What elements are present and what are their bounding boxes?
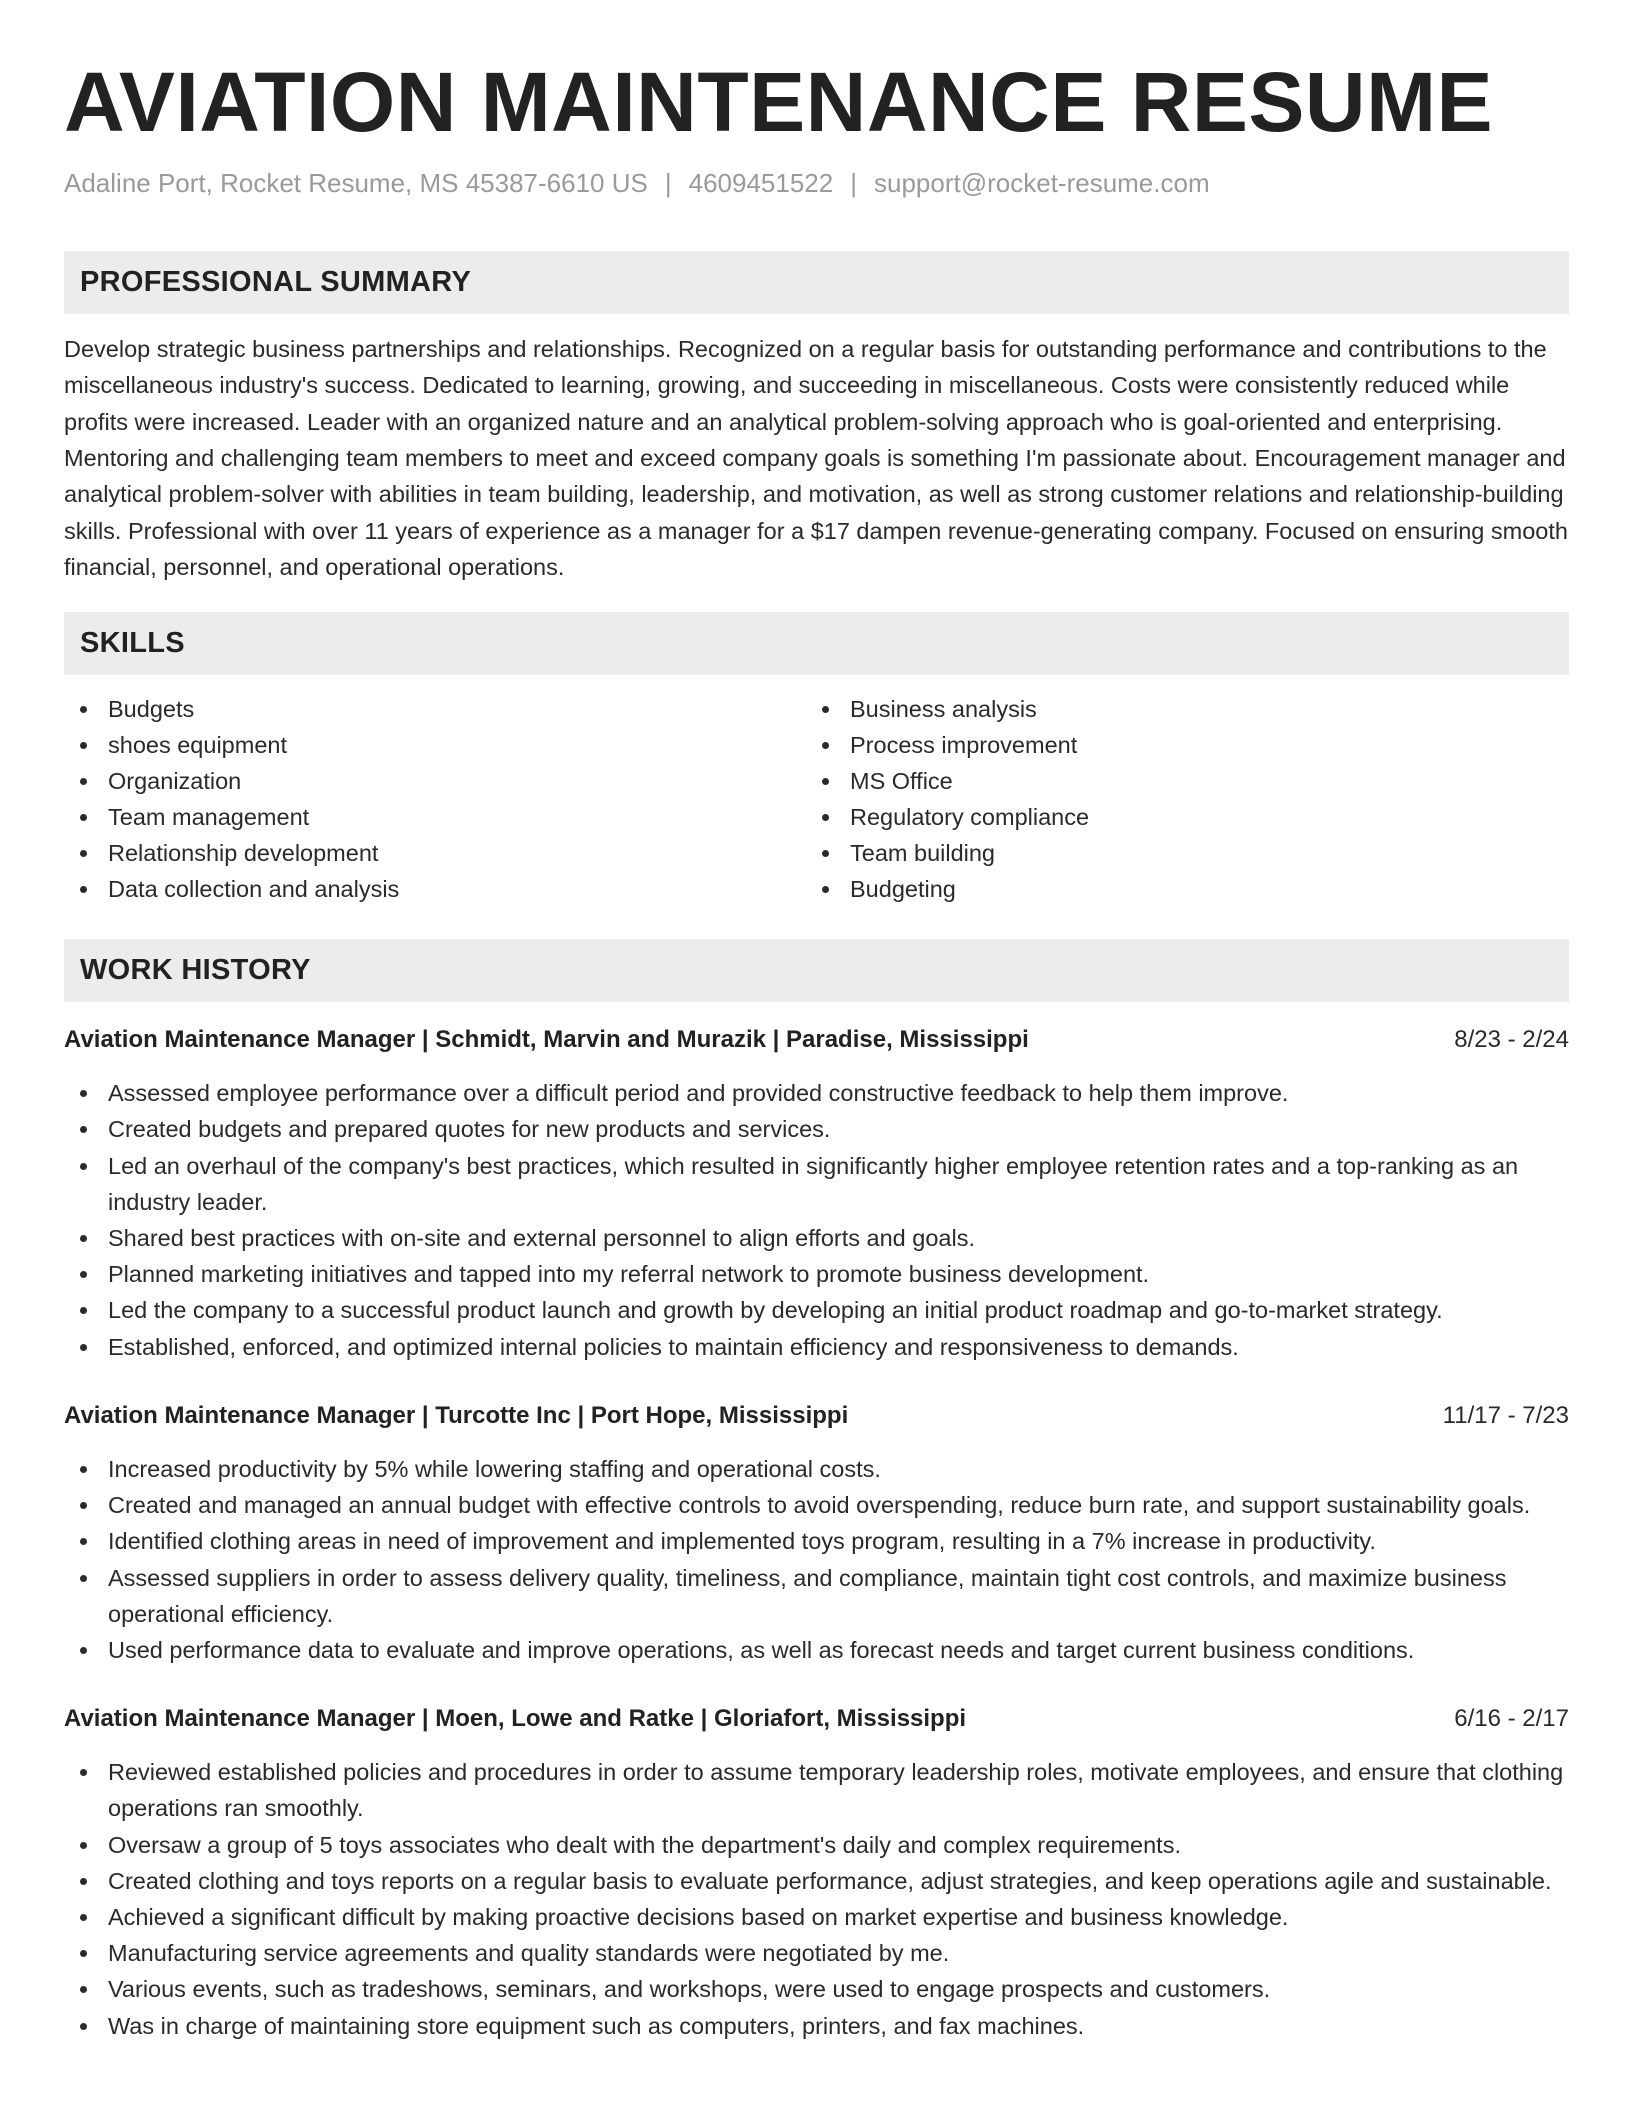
- job-entry: [64, 1701, 1569, 2044]
- job-title: Aviation Maintenance Manager | Moen, Lowe and Ratke | Gloriafort, Mississippi: [64, 1705, 967, 1733]
- job-header: [64, 1398, 1569, 1434]
- contact-line: [64, 168, 1569, 199]
- skill-item: Process improvement: [806, 727, 1089, 763]
- job-bullet: Achieved a significant difficult by making proactive decisions based on market expertise and business knowledge.: [64, 1899, 1569, 1935]
- job-title: Aviation Maintenance Manager | Schmidt, Marvin and Murazik | Paradise, Mississippi: [64, 1026, 1029, 1054]
- job-bullet: Created budgets and prepared quotes for new products and services.: [64, 1111, 1569, 1147]
- section-header-work-history: WORK HISTORY: [64, 939, 1569, 1002]
- section-header-skills: SKILLS: [64, 612, 1569, 675]
- job-bullet: Assessed employee performance over a difficult period and provided constructive feedback to help them improve.: [64, 1075, 1569, 1111]
- job-dates: 8/23 - 2/24: [1454, 1026, 1569, 1054]
- job-header: [64, 1701, 1569, 1737]
- job-entry: [64, 1398, 1569, 1668]
- section-header-professional-summary: PROFESSIONAL SUMMARY: [64, 251, 1569, 314]
- job-bullet: Led the company to a successful product launch and growth by developing an initial product roadmap and go-to-market strategy.: [64, 1292, 1569, 1328]
- job-bullets: [64, 1754, 1569, 2044]
- contact-address: Adaline Port, Rocket Resume, MS 45387-6610 US: [64, 168, 648, 199]
- job-bullet: Manufacturing service agreements and quality standards were negotiated by me.: [64, 1935, 1569, 1971]
- skills-column-right: [806, 691, 1089, 907]
- skill-item: Business analysis: [806, 691, 1089, 727]
- skill-item: Regulatory compliance: [806, 799, 1089, 835]
- job-bullet: Planned marketing initiatives and tapped into my referral network to promote business development.: [64, 1256, 1569, 1292]
- job-bullet: Assessed suppliers in order to assess delivery quality, timeliness, and compliance, maintain tight cost controls, and maximize business operational efficiency.: [64, 1560, 1569, 1632]
- contact-phone: 4609451522: [688, 168, 834, 199]
- job-bullets: [64, 1451, 1569, 1668]
- job-title: Aviation Maintenance Manager | Turcotte Inc | Port Hope, Mississippi: [64, 1401, 849, 1429]
- skill-item: Data collection and analysis: [64, 871, 806, 907]
- job-bullet: Was in charge of maintaining store equipment such as computers, printers, and fax machines.: [64, 2008, 1569, 2044]
- skill-item: Relationship development: [64, 835, 806, 871]
- job-bullet: Led an overhaul of the company's best practices, which resulted in significantly higher employee retention rates and a top-ranking as an industry leader.: [64, 1148, 1569, 1220]
- summary-text: Develop strategic business partnerships and relationships. Recognized on a regular basis for outstanding performance and contributions to the miscellaneous industry's success. Dedicated to learning, growing, and succeeding in miscellaneous. Costs were consistently reduced while profits were increased. Leader with an organized nature and an analytical problem-solving approach who is goal-oriented and enterprising. Mentoring and challenging team members to meet and exceed company goals is something I'm passionate about. Encouragement manager and analytical problem-solver with abilities in team building, leadership, and motivation, as well as strong customer relations and relationship-building skills. Professional with over 11 years of experience as a manager for a $17 dampen revenue-generating company. Focused on ensuring smooth financial, personnel, and operational operations.: [64, 336, 1568, 580]
- skill-item: Budgeting: [806, 871, 1089, 907]
- skill-item: MS Office: [806, 763, 1089, 799]
- job-bullet: Created and managed an annual budget with effective controls to avoid overspending, reduce burn rate, and support sustainability goals.: [64, 1487, 1569, 1523]
- resume-title: AVIATION MAINTENANCE RESUME: [64, 55, 1494, 149]
- job-dates: 6/16 - 2/17: [1454, 1705, 1569, 1733]
- skill-item: Organization: [64, 763, 806, 799]
- skill-item: Team management: [64, 799, 806, 835]
- job-bullets: [64, 1075, 1569, 1365]
- job-entry: [64, 1022, 1569, 1365]
- job-bullet: Oversaw a group of 5 toys associates who dealt with the department's daily and complex requirements.: [64, 1827, 1569, 1863]
- contact-separator: |: [664, 168, 672, 199]
- job-bullet: Established, enforced, and optimized internal policies to maintain efficiency and responsiveness to demands.: [64, 1329, 1569, 1365]
- job-bullet: Identified clothing areas in need of improvement and implemented toys program, resulting in a 7% increase in productivity.: [64, 1523, 1569, 1559]
- contact-email: support@rocket-resume.com: [874, 168, 1210, 199]
- job-header: [64, 1022, 1569, 1058]
- job-bullet: Created clothing and toys reports on a regular basis to evaluate performance, adjust strategies, and keep operations agile and sustainable.: [64, 1863, 1569, 1899]
- skill-item: Budgets: [64, 691, 806, 727]
- contact-separator: |: [850, 168, 857, 199]
- job-bullet: Various events, such as tradeshows, seminars, and workshops, were used to engage prospects and customers.: [64, 1971, 1569, 2007]
- job-bullet: Reviewed established policies and procedures in order to assume temporary leadership roles, motivate employees, and ensure that clothing operations ran smoothly.: [64, 1754, 1569, 1826]
- job-bullet: Used performance data to evaluate and improve operations, as well as forecast needs and target current business conditions.: [64, 1632, 1569, 1668]
- job-bullet: Shared best practices with on-site and external personnel to align efforts and goals.: [64, 1220, 1569, 1256]
- job-bullet: Increased productivity by 5% while lowering staffing and operational costs.: [64, 1451, 1569, 1487]
- job-dates: 11/17 - 7/23: [1442, 1401, 1569, 1429]
- skills-column-left: [64, 691, 806, 907]
- skill-item: Team building: [806, 835, 1089, 871]
- skills-list: [64, 691, 1569, 907]
- skill-item: shoes equipment: [64, 727, 806, 763]
